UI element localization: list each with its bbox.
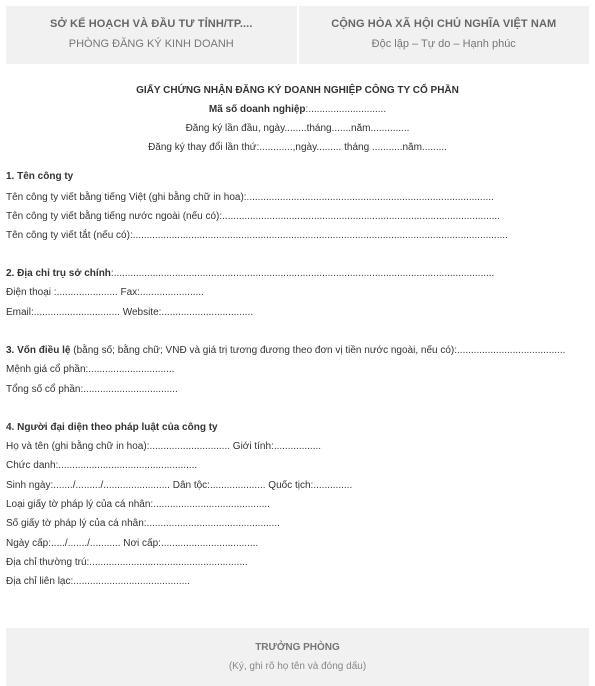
company-name-vn-line: Tên công ty viết bằng tiếng Việt (ghi bằng chữ in hoa):......................................................................................... (6, 192, 494, 203)
signer-title: TRƯỞNG PHÒNG (255, 642, 340, 653)
signature-instruction: (Ký, ghi rõ họ tên và đóng dấu) (228, 661, 367, 672)
issuer-subtitle: PHÒNG ĐĂNG KÝ KINH DOANH (68, 38, 234, 50)
rep-permanent-address-line: Địa chỉ thường trú:......................................................... (6, 557, 248, 568)
phone-fax-line: Điện thoại :...................... Fax:....................... (6, 287, 204, 298)
rep-legal-doc-number-line: Số giấy tờ pháp lý của cá nhân:................................................ (6, 518, 280, 529)
section-3-heading: 3. Vốn điều lệ (6, 345, 71, 356)
company-name-foreign-line: Tên công ty viết bằng tiếng nước ngoài (nếu có):.................................................................................................... (6, 211, 500, 222)
rep-name-gender-line: Họ và tên (ghi bằng chữ in hoa):............................. Giới tính:................. (6, 441, 322, 452)
rep-birth-ethnicity-nationality-line: Sinh ngày:......./........./........................ Dân tộc:.................... Quốc tịch:.............. (6, 480, 353, 491)
rep-issue-date-place-line: Ngày cấp:...../......./........... Nơi cấp:................................... (6, 538, 259, 549)
tax-code-fill: :............................ (305, 104, 387, 115)
document-header (6, 6, 589, 64)
issuer-block (6, 6, 297, 64)
issuer-title: SỞ KẾ HOẠCH VÀ ĐẦU TƯ TỈNH/TP.... (49, 18, 253, 30)
tax-code-line (0, 100, 595, 119)
signature-block (6, 628, 589, 686)
first-registration-line: Đăng ký lần đầu, ngày........tháng.......năm.............. (185, 123, 410, 134)
section-2-heading-line (6, 267, 494, 281)
section-4-heading: 4. Người đại diện theo pháp luật của công ty (6, 422, 218, 433)
national-motto: Độc lập – Tự do – Hạnh phúc (371, 38, 516, 50)
section-3-description: (bằng số; bằng chữ; VNĐ và giá trị tương đương theo đơn vị tiền nước ngoài, nếu có):....................................... (70, 345, 566, 356)
document-title-block (0, 81, 595, 157)
document-title: GIẤY CHỨNG NHẬN ĐĂNG KÝ DOANH NGHIỆP CÔNG TY CỔ PHẦN (136, 85, 459, 96)
total-shares-line: Tổng số cổ phần:.................................. (6, 384, 178, 395)
rep-contact-address-line: Địa chỉ liên lạc:.......................................... (6, 576, 190, 587)
rep-legal-doc-type-line: Loại giấy tờ pháp lý của cá nhân:.......................................... (6, 499, 270, 510)
email-website-line: Email:............................... Website:................................. (6, 307, 254, 318)
rep-title-line: Chức danh:.................................................. (6, 460, 198, 471)
par-value-line: Mệnh giá cổ phần:............................... (6, 364, 175, 375)
company-name-short-line: Tên công ty viết tắt (nếu có):....................................................................................................................................... (6, 230, 508, 241)
change-registration-line: Đăng ký thay đổi lần thứ:............,ngày......... tháng ...........năm......... (148, 142, 447, 153)
national-title: CỘNG HÒA XÃ HỘI CHỦ NGHĨA VIỆT NAM (331, 18, 557, 30)
section-3-heading-line (6, 344, 565, 358)
tax-code-label: Mã số doanh nghiệp (208, 104, 306, 115)
section-2-fill: :......................................................................................................................................... (110, 268, 495, 279)
national-motto-block (297, 6, 590, 64)
section-1-heading: 1. Tên công ty (6, 171, 74, 182)
section-2-heading: 2. Địa chỉ trụ sở chính (6, 268, 111, 279)
